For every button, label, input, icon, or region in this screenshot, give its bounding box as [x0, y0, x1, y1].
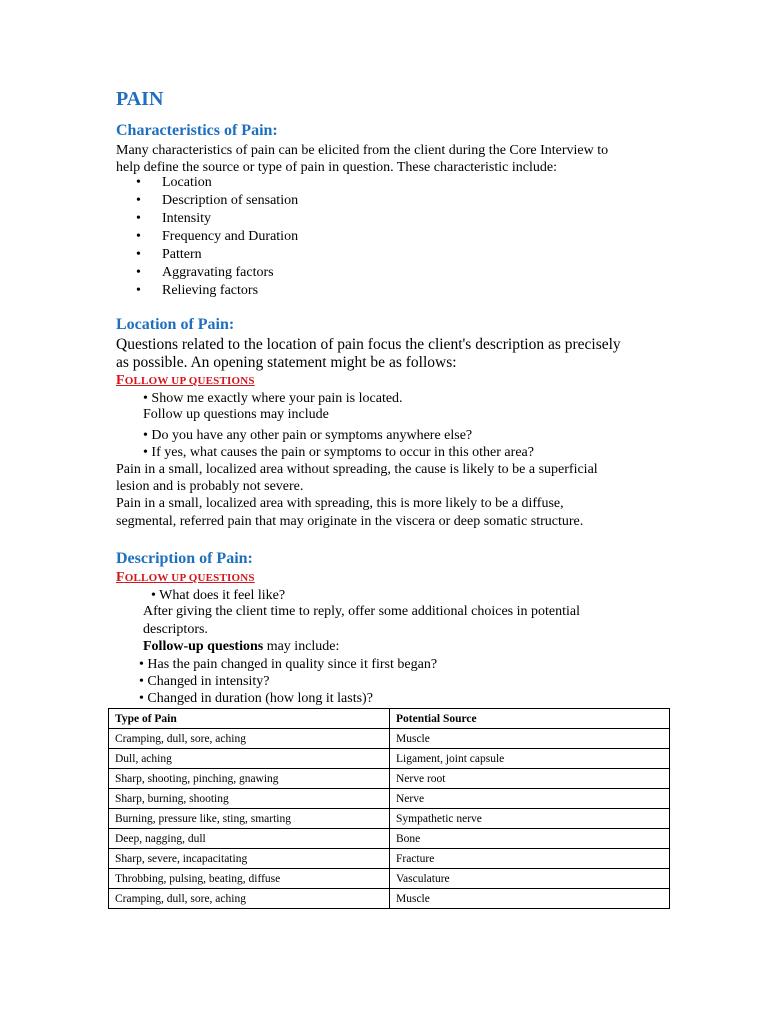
- table-row: [109, 769, 670, 789]
- table-row: [109, 809, 670, 829]
- cell-source: Muscle: [390, 889, 670, 909]
- pain-type-table: [108, 708, 670, 909]
- list-item: • Intensity: [136, 211, 211, 226]
- cell-source: Nerve: [390, 789, 670, 809]
- table-row: [109, 789, 670, 809]
- cell-source: Fracture: [390, 849, 670, 869]
- cell-type: Cramping, dull, sore, aching: [109, 889, 390, 909]
- list-item: • Relieving factors: [136, 283, 259, 298]
- location-para2-line2: segmental, referred pain that may originate in the viscera or deep somatic structure.: [116, 514, 584, 529]
- cell-source: Muscle: [390, 729, 670, 749]
- characteristics-list: [136, 174, 298, 300]
- column-header-type: Type of Pain: [109, 709, 390, 729]
- description-follow-up-text: Follow-up questions may include:: [143, 639, 340, 654]
- table-row: [109, 749, 670, 769]
- table-row: [109, 729, 670, 749]
- description-question-2: • Has the pain changed in quality since it first began?: [139, 657, 438, 672]
- characteristics-heading: Characteristics of Pain:: [116, 122, 278, 139]
- cell-type: Dull, aching: [109, 749, 390, 769]
- cell-type: Sharp, burning, shooting: [109, 789, 390, 809]
- location-question-1: • Show me exactly where your pain is located.: [143, 391, 403, 406]
- bullet-icon: •: [136, 265, 141, 280]
- characteristics-intro-line1: Many characteristics of pain can be elicited from the client during the Core Interview to: [116, 143, 609, 158]
- characteristics-intro-line2: help define the source or type of pain in question. These characteristic include:: [116, 160, 557, 175]
- description-follow-up-label: FOLLOW UP QUESTIONS: [116, 570, 255, 585]
- cell-source: Vasculature: [390, 869, 670, 889]
- cell-type: Sharp, severe, incapacitating: [109, 849, 390, 869]
- page-title: PAIN: [116, 88, 164, 110]
- description-heading: Description of Pain:: [116, 550, 253, 567]
- bullet-icon: •: [136, 229, 141, 244]
- list-item: • Location: [136, 175, 212, 190]
- location-para1-line1: Pain in a small, localized area without spreading, the cause is likely to be a superficial: [116, 462, 598, 477]
- location-question-3: • If yes, what causes the pain or symptoms to occur in this other area?: [143, 445, 534, 460]
- cell-type: Sharp, shooting, pinching, gnawing: [109, 769, 390, 789]
- location-intro-line1: Questions related to the location of pain focus the client's description as precisely: [116, 336, 621, 353]
- location-follow-up-label: FOLLOW UP QUESTIONS: [116, 373, 255, 388]
- bullet-icon: •: [136, 175, 141, 190]
- list-item: • Pattern: [136, 247, 202, 262]
- description-para-line2: descriptors.: [143, 622, 208, 637]
- location-heading: Location of Pain:: [116, 316, 235, 333]
- column-header-source: Potential Source: [390, 709, 670, 729]
- description-question-1: • What does it feel like?: [151, 588, 286, 603]
- description-para-line1: After giving the client time to reply, offer some additional choices in potential: [143, 604, 580, 619]
- location-para2-line1: Pain in a small, localized area with spreading, this is more likely to be a diffuse,: [116, 496, 564, 511]
- cell-type: Deep, nagging, dull: [109, 829, 390, 849]
- cell-source: Sympathetic nerve: [390, 809, 670, 829]
- location-para1-line2: lesion and is probably not severe.: [116, 479, 304, 494]
- table-row: [109, 849, 670, 869]
- bullet-icon: •: [136, 193, 141, 208]
- bullet-icon: •: [136, 283, 141, 298]
- list-item: • Frequency and Duration: [136, 229, 299, 244]
- cell-type: Burning, pressure like, sting, smarting: [109, 809, 390, 829]
- cell-source: Nerve root: [390, 769, 670, 789]
- description-question-4: • Changed in duration (how long it lasts)?: [139, 691, 373, 706]
- bullet-icon: •: [136, 211, 141, 226]
- cell-type: Cramping, dull, sore, aching: [109, 729, 390, 749]
- location-question-2: • Do you have any other pain or symptoms anywhere else?: [143, 428, 473, 443]
- table-row: [109, 869, 670, 889]
- bullet-icon: •: [136, 247, 141, 262]
- cell-source: Bone: [390, 829, 670, 849]
- table-row: [109, 889, 670, 909]
- table-row: [109, 829, 670, 849]
- location-intro-line2: as possible. An opening statement might be as follows:: [116, 354, 457, 371]
- description-question-3: • Changed in intensity?: [139, 674, 270, 689]
- cell-source: Ligament, joint capsule: [390, 749, 670, 769]
- table-header-row: [109, 709, 670, 729]
- list-item: • Description of sensation: [136, 193, 299, 208]
- location-follow-up-text: Follow up questions may include: [143, 407, 329, 422]
- list-item: • Aggravating factors: [136, 265, 274, 280]
- cell-type: Throbbing, pulsing, beating, diffuse: [109, 869, 390, 889]
